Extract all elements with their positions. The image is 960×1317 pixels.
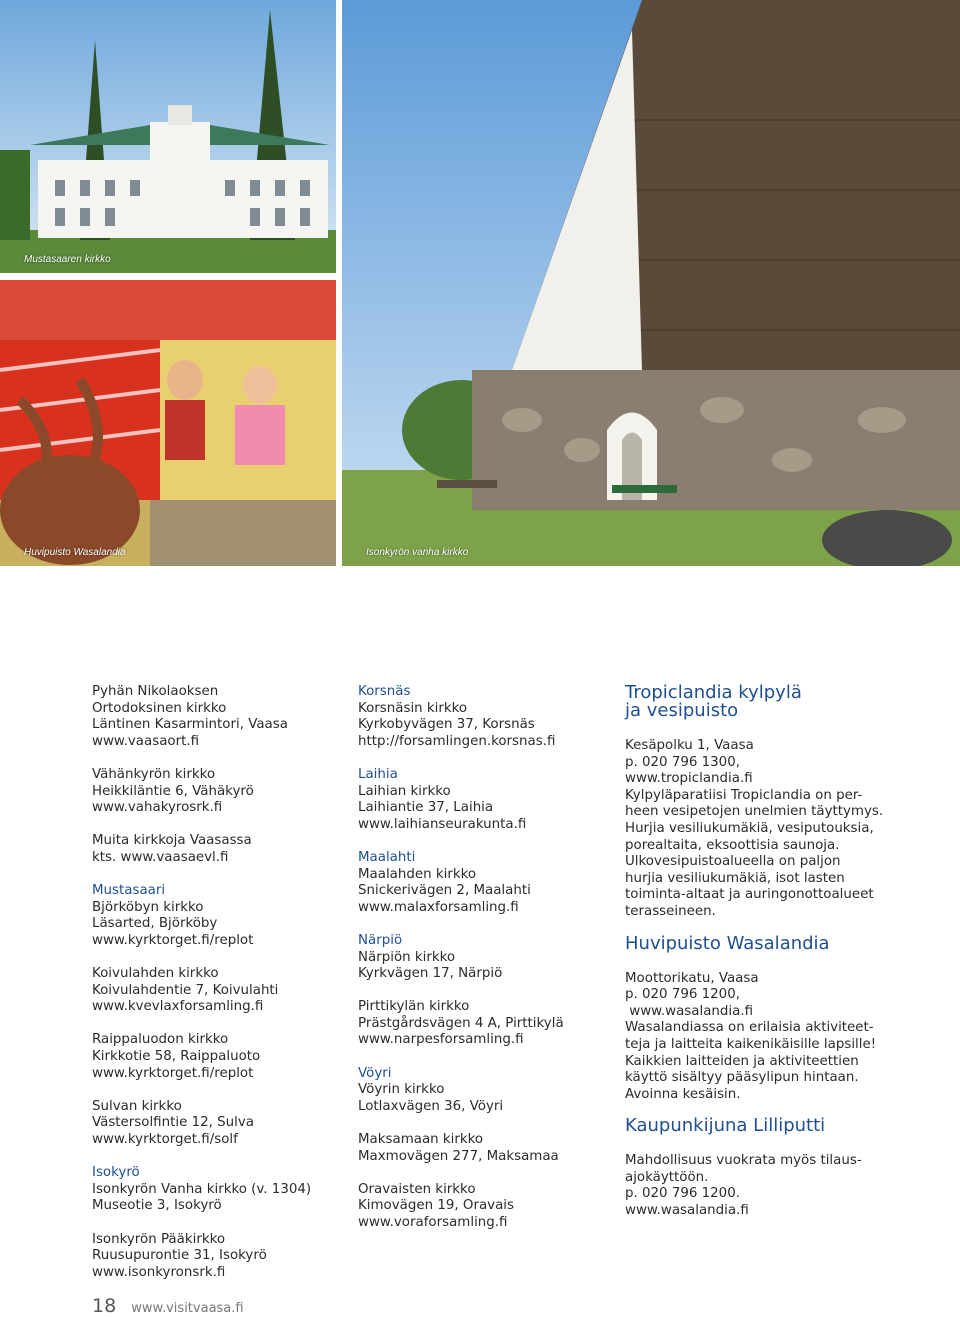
church-address: Västersolfintie 12, Sulva xyxy=(92,1115,254,1131)
photo-caption: Isonkyrön vanha kirkko xyxy=(366,547,469,558)
church-name: Koivulahden kirkko xyxy=(92,966,219,982)
church-name: Isonkyrön Pääkirkko xyxy=(92,1231,226,1247)
attraction-desc: Avoinna kesäisin. xyxy=(625,1086,741,1102)
attraction-desc: heen vesipetojen unelmien täyttymys. xyxy=(625,804,884,820)
church-website[interactable]: www.isonkyronsrk.fi xyxy=(92,1264,226,1280)
church-name: Raippaluodon kirkko xyxy=(92,1032,229,1048)
church-name: Pirttikylän kirkko xyxy=(358,999,470,1015)
page-number: 18 xyxy=(92,1295,117,1317)
church-name: Laihian kirkko xyxy=(358,783,451,799)
church-address: Maxmovägen 277, Maksamaa xyxy=(358,1148,559,1164)
church-name: Vähänkyrön kirkko xyxy=(92,766,216,782)
attraction-desc: hurjia vesiliukumäkiä, isot lasten xyxy=(625,870,845,886)
photo-caption: Huvipuisto Wasalandia xyxy=(24,547,126,558)
listing-pirttikyla xyxy=(358,999,564,1049)
listing-tropiclandia xyxy=(625,684,883,921)
church-name: Oravaisten kirkko xyxy=(358,1181,476,1197)
church-address: Heikkiläntie 6, Vähäkyrö xyxy=(92,783,254,799)
attraction-title: Tropiclandia kylpylä xyxy=(625,682,802,703)
attraction-desc: terasseineen. xyxy=(625,903,716,919)
church-website[interactable]: www.kyrktorget.fi/solf xyxy=(92,1132,238,1148)
church-name: Vöyrin kirkko xyxy=(358,1082,445,1098)
church-website[interactable]: www.kyrktorget.fi/replot xyxy=(92,1065,254,1081)
church-name: Närpiön kirkko xyxy=(358,949,456,965)
listing-korsnas xyxy=(358,684,564,750)
church-website[interactable]: www.voraforsamling.fi xyxy=(358,1215,508,1230)
church-address: Kyrkobyvägen 37, Korsnäs xyxy=(358,717,535,733)
attraction-address: Moottorikatu, Vaasa xyxy=(625,970,759,986)
church-name: Maalahden kirkko xyxy=(358,866,477,882)
listing-oravainen xyxy=(358,1182,564,1232)
attraction-phone: p. 020 796 1200, xyxy=(625,987,740,1003)
listing-narpio xyxy=(358,933,564,983)
region-heading: Maalahti xyxy=(358,849,416,865)
listing-bjorkoby xyxy=(92,883,311,949)
attraction-desc: toiminta-altaat ja auringonottoalueet xyxy=(625,887,874,903)
listing-other-vaasa xyxy=(92,833,311,866)
church-address: Laihiantie 37, Laihia xyxy=(358,800,494,816)
footer-website[interactable]: www.visitvaasa.fi xyxy=(131,1301,244,1316)
attraction-website[interactable]: www.wasalandia.fi xyxy=(625,1203,749,1219)
listing-lilliputti xyxy=(625,1117,883,1219)
attraction-website[interactable]: www.wasalandia.fi xyxy=(625,1003,754,1019)
church-subtitle: Ortodoksinen kirkko xyxy=(92,700,227,716)
attraction-desc: Kaikkien laitteiden ja aktiviteettien xyxy=(625,1053,859,1069)
attraction-address: Kesäpolku 1, Vaasa xyxy=(625,738,754,753)
church-website[interactable]: www.vaasaort.fi xyxy=(92,733,200,749)
church-address: Kyrkvägen 17, Närpiö xyxy=(358,966,503,982)
attraction-title: ja vesipuisto xyxy=(625,700,739,721)
church-website[interactable]: www.vahakyrosrk.fi xyxy=(92,800,223,816)
listing-isokyro-old xyxy=(92,1165,311,1215)
church-name: Korsnäsin kirkko xyxy=(358,700,468,716)
church-address: Museotie 3, Isokyrö xyxy=(92,1198,222,1214)
church-website[interactable]: http://forsamlingen.korsnas.fi xyxy=(358,733,556,749)
listing-title: Muita kirkkoja Vaasassa xyxy=(92,833,252,849)
listing-vahakyro xyxy=(92,767,311,817)
church-name: Maksamaan kirkko xyxy=(358,1132,484,1148)
listing-maksamaa xyxy=(358,1132,564,1165)
attraction-desc: Wasalandiassa on erilaisia aktiviteet- xyxy=(625,1020,874,1036)
photo-mustasaari-church xyxy=(0,0,336,273)
attraction-desc: porealtaita, eksoottisia saunoja. xyxy=(625,837,840,853)
region-heading: Korsnäs xyxy=(358,684,411,699)
column-attractions xyxy=(625,684,883,1236)
listing-laihia xyxy=(358,767,564,833)
attraction-phone: p. 020 796 1200. xyxy=(625,1186,740,1202)
attraction-desc: Kylpyläparatiisi Tropiclandia on per- xyxy=(625,787,863,803)
church-address: Prästgårdsvägen 4 A, Pirttikylä xyxy=(358,1015,564,1031)
attraction-title: Huvipuisto Wasalandia xyxy=(625,932,830,954)
church-website[interactable]: www.kvevlaxforsamling.fi xyxy=(92,999,264,1015)
attraction-desc: Hurjia vesiliukumäkiä, vesiputouksia, xyxy=(625,820,874,836)
church-address: Läntinen Kasarmintori, Vaasa xyxy=(92,717,288,733)
listing-link[interactable]: kts. www.vaasaevl.fi xyxy=(92,849,229,865)
photo-caption: Mustasaaren kirkko xyxy=(24,254,111,265)
attraction-website[interactable]: www.tropiclandia.fi xyxy=(625,771,753,787)
page-footer xyxy=(92,1295,244,1317)
region-heading: Vöyri xyxy=(358,1065,392,1081)
church-address: Kirkkotie 58, Raippaluoto xyxy=(92,1049,261,1065)
church-name: Pyhän Nikolaoksen xyxy=(92,684,219,699)
listing-voyri xyxy=(358,1066,564,1116)
church-name: Isonkyrön Vanha kirkko (v. 1304) xyxy=(92,1181,312,1197)
region-heading: Mustasaari xyxy=(92,883,166,899)
church-address: Lotlaxvägen 36, Vöyri xyxy=(358,1098,504,1114)
attraction-desc: teja ja laitteita kaikenikäisille lapsille! xyxy=(625,1036,877,1052)
region-heading: Laihia xyxy=(358,766,398,782)
church-name: Sulvan kirkko xyxy=(92,1098,182,1114)
listing-maalahti xyxy=(358,850,564,916)
column-churches-region xyxy=(358,684,564,1248)
listing-isokyro-main xyxy=(92,1232,311,1282)
attraction-title: Kaupunkijuna Lilliputti xyxy=(625,1115,826,1137)
photo-wasalandia xyxy=(0,280,336,566)
church-address: Kimovägen 19, Oravais xyxy=(358,1198,514,1214)
church-address: Ruusupurontie 31, Isokyrö xyxy=(92,1248,267,1264)
church-website[interactable]: www.laihianseurakunta.fi xyxy=(358,816,527,832)
church-name: Björköbyn kirkko xyxy=(92,899,204,915)
attraction-desc: käyttö sisältyy pääsylipun hintaan. xyxy=(625,1070,859,1086)
church-address: Snickerivägen 2, Maalahti xyxy=(358,883,531,899)
region-heading: Närpiö xyxy=(358,932,403,948)
church-address: Koivulahdentie 7, Koivulahti xyxy=(92,982,279,998)
listing-raippaluoto xyxy=(92,1032,311,1082)
listing-nikolaos xyxy=(92,684,311,750)
attraction-desc: Mahdollisuus vuokrata myös tilaus- xyxy=(625,1153,862,1169)
attraction-desc: ajokäyttöön. xyxy=(625,1169,709,1185)
listing-koivulahti xyxy=(92,966,311,1016)
church-website[interactable]: www.malaxforsamling.fi xyxy=(358,899,519,915)
church-website[interactable]: www.narpesforsamling.fi xyxy=(358,1032,524,1048)
listing-wasalandia xyxy=(625,932,883,1104)
column-churches-vaasa xyxy=(92,684,311,1298)
attraction-desc: Ulkovesipuistoalueella on paljon xyxy=(625,854,841,870)
listing-sulva xyxy=(92,1099,311,1149)
church-website[interactable]: www.kyrktorget.fi/replot xyxy=(92,932,254,948)
region-heading: Isokyrö xyxy=(92,1165,140,1181)
photo-isokyro-church xyxy=(342,0,960,566)
attraction-phone: p. 020 796 1300, xyxy=(625,754,740,770)
church-address: Läsarted, Björköby xyxy=(92,916,218,932)
